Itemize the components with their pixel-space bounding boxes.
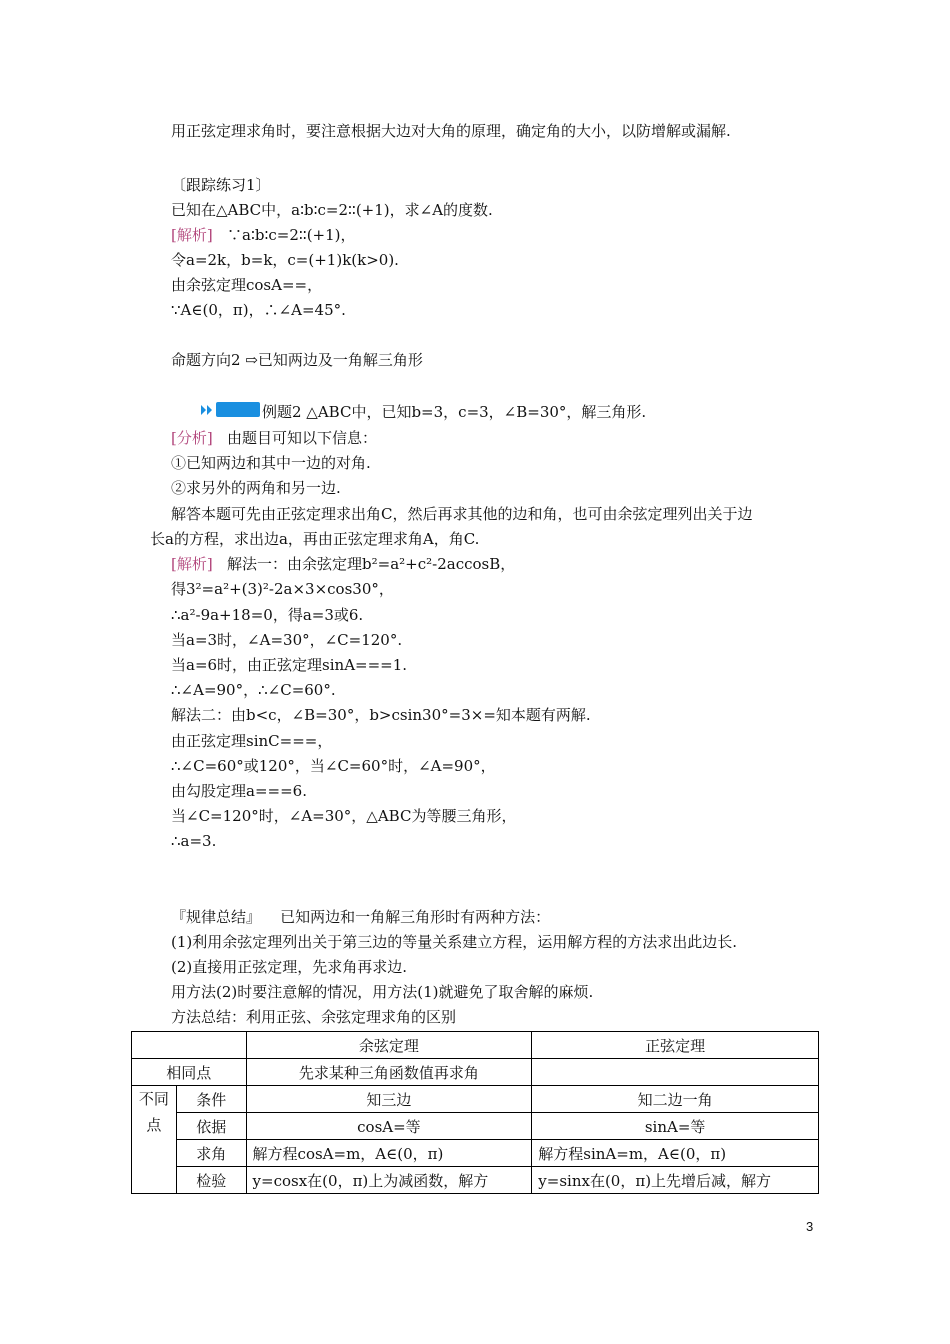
row-sin: y=sinx在(0，π)上先增后减，解方	[532, 1167, 819, 1194]
example2-title-line	[200, 401, 646, 424]
header-cos: 余弦定理	[246, 1032, 532, 1059]
table-row	[132, 1113, 819, 1140]
table-row	[132, 1059, 819, 1086]
table-corner-cell	[132, 1032, 247, 1059]
practice-line-3: ∵A∈(0，π)，∴∠A=45°.	[171, 301, 346, 319]
solution-line-3: 当a=6时，由正弦定理sinA===1.	[171, 656, 408, 674]
table-row	[132, 1140, 819, 1167]
practice-solution-line	[171, 224, 356, 246]
row-label: 依据	[176, 1113, 246, 1140]
row-label: 求角	[176, 1140, 246, 1167]
summary-heading: 『规律总结』	[171, 908, 262, 926]
same-label: 相同点	[132, 1059, 247, 1086]
approach-line-2: 长a的方程，求出边a，再由正弦定理求角A，角C.	[150, 530, 480, 548]
practice-line-2: 由余弦定理cosA==，	[171, 276, 323, 294]
method1-intro: 解法一：由余弦定理b²=a²+c²-2accosB，	[227, 555, 516, 573]
example-badge-icon	[200, 402, 262, 424]
practice-line-0: ∵a∶b∶c=2∶∶(+1)，	[227, 226, 356, 244]
row-sin: 解方程sinA=m，A∈(0，π)	[532, 1140, 819, 1167]
comparison-table	[131, 1031, 819, 1194]
table-row	[132, 1167, 819, 1194]
example2-solution-line	[171, 553, 515, 575]
analysis-intro: 由题目可知以下信息：	[227, 429, 378, 447]
solution-line-10: ∴a=3.	[171, 832, 217, 850]
solution-line-5: 解法二：由b<c，∠B=30°，b>csin30°=3×=知本题有两解.	[171, 706, 591, 724]
summary-intro: 已知两边和一角解三角形时有两种方法：	[280, 908, 551, 926]
summary-line-3: 方法总结：利用正弦、余弦定理求角的区别	[171, 1008, 457, 1026]
summary-line-0: (1)利用余弦定理列出关于第三边的等量关系建立方程，运用解方程的方法求出此边长.	[171, 933, 738, 951]
solution-tag: [解析]	[171, 226, 213, 244]
solution-line-9: 当∠C=120°时，∠A=30°，△ABC为等腰三角形，	[171, 807, 517, 825]
table-row	[132, 1032, 819, 1059]
row-label: 检验	[176, 1167, 246, 1194]
solution-line-1: ∴a²-9a+18=0，得a=3或6.	[171, 606, 364, 624]
row-label: 条件	[176, 1086, 246, 1113]
summary-heading-line	[171, 906, 550, 928]
row-cos: 解方程cosA=m，A∈(0，π)	[246, 1140, 532, 1167]
row-sin: sinA=等	[532, 1113, 819, 1140]
intro-note: 用正弦定理求角时，要注意根据大边对大角的原理，确定角的大小，以防增解或漏解.	[171, 122, 731, 140]
same-value: 先求某种三角函数值再求角	[246, 1059, 532, 1086]
solution-line-6: 由正弦定理sinC===，	[171, 732, 333, 750]
table-row	[132, 1086, 819, 1113]
info-1: ②求另外的两角和另一边.	[171, 479, 341, 497]
row-sin: 知二边一角	[532, 1086, 819, 1113]
header-sin: 正弦定理	[532, 1032, 819, 1059]
approach-line-1: 解答本题可先由正弦定理求出角C，然后再求其他的边和角，也可由余弦定理列出关于边	[171, 505, 753, 523]
row-cos: y=cosx在(0，π)上为减函数，解方	[246, 1167, 532, 1194]
page-number: 3	[806, 1219, 814, 1234]
solution-tag: [解析]	[171, 555, 213, 573]
solution-line-0: 得3²=a²+(3)²-2a×3×cos30°，	[171, 580, 394, 598]
analysis-tag: [分析]	[171, 429, 213, 447]
summary-line-2: 用方法(2)时要注意解的情况，用方法(1)就避免了取舍解的麻烦.	[171, 983, 594, 1001]
direction-heading: 命题方向2 ⇨已知两边及一角解三角形	[171, 351, 423, 369]
example2-title: 例题2 △ABC中，已知b=3，c=3，∠B=30°，解三角形.	[262, 403, 647, 421]
example2-analysis-line	[171, 427, 377, 449]
practice-question: 已知在△ABC中，a∶b∶c=2∶∶(+1)，求∠A的度数.	[171, 201, 493, 219]
diff-label: 不同点	[132, 1086, 177, 1194]
practice-line-1: 令a=2k，b=k，c=(+1)k(k>0).	[171, 251, 399, 269]
practice-heading: 〔跟踪练习1〕	[171, 176, 271, 194]
summary-line-1: (2)直接用正弦定理，先求角再求边.	[171, 958, 408, 976]
info-0: ①已知两边和其中一边的对角.	[171, 454, 371, 472]
row-cos: 知三边	[246, 1086, 532, 1113]
solution-line-4: ∴∠A=90°，∴∠C=60°.	[171, 681, 336, 699]
solution-line-7: ∴∠C=60°或120°，当∠C=60°时，∠A=90°，	[171, 757, 496, 775]
same-empty	[532, 1059, 819, 1086]
solution-line-8: 由勾股定理a===6.	[171, 782, 307, 800]
row-cos: cosA=等	[246, 1113, 532, 1140]
solution-line-2: 当a=3时，∠A=30°，∠C=120°.	[171, 631, 403, 649]
